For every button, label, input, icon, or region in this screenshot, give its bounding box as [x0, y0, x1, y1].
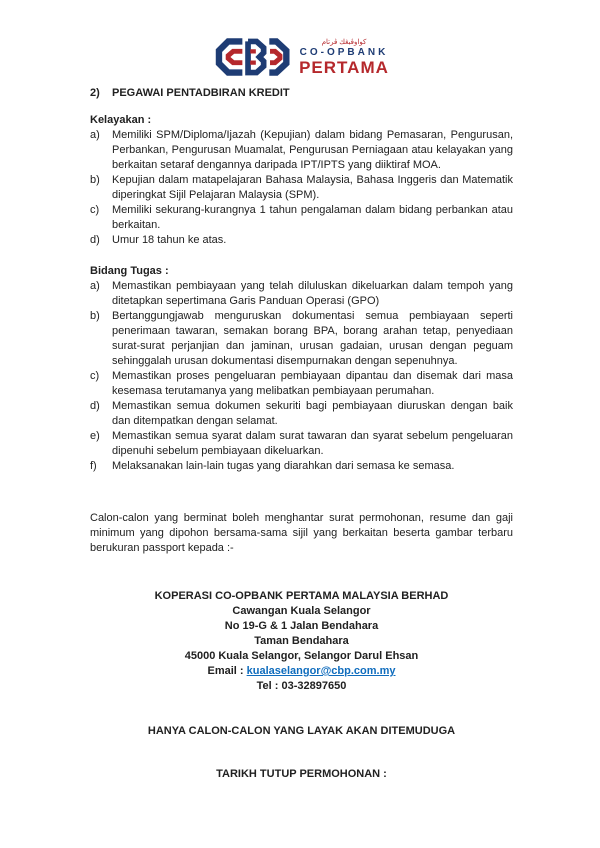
kelayakan-list: [90, 128, 513, 248]
item-marker: c): [90, 370, 100, 382]
item-text: Memastikan semua syarat dalam surat tawaran dan syarat sebelum pengeluaran dipenuhi sebelum pembiayaan dikeluarkan.: [112, 430, 513, 457]
email-line: [90, 664, 513, 679]
email-label: Email :: [207, 665, 247, 677]
job-title: [90, 86, 513, 101]
address-block: [90, 589, 513, 694]
item-text: Kepujian dalam matapelajaran Bahasa Malaysia, Bahasa Inggeris dan Matematik diperingkat Sijil Pelajaran Malaysia (SPM).: [112, 174, 513, 201]
deadline-label: TARIKH TUTUP PERMOHONAN :: [216, 768, 387, 780]
kelayakan-item-a: [90, 128, 513, 173]
section-heading-kelayakan: Kelayakan :: [90, 114, 152, 126]
item-text: Memastikan proses pengeluaran pembiayaan dipantau dan disemak dari masa kesemasa terutamanya yang melibatkan pembiayaan perumahan.: [112, 370, 513, 397]
section-heading-bidang-tugas: Bidang Tugas :: [90, 265, 169, 277]
item-marker: c): [90, 204, 100, 216]
item-marker: b): [90, 174, 100, 186]
item-text: Memastikan semua dokumen sekuriti bagi pembiayaan diuruskan dengan baik dan ditempatkan dengan selamat.: [112, 400, 513, 427]
item-text: Memiliki sekurang-kurangnya 1 tahun pengalaman dalam bidang perbankan atau berkaitan.: [112, 204, 513, 231]
bidang-tugas-list: [90, 279, 513, 474]
item-marker: a): [90, 280, 100, 292]
eligibility-notice: HANYA CALON-CALON YANG LAYAK AKAN DITEMUDUGA: [147, 725, 456, 737]
item-marker: d): [90, 400, 100, 412]
kelayakan-item-c: [90, 203, 513, 233]
application-instructions: Calon-calon yang berminat boleh menghantar surat permohonan, resume dan gaji minimum yang dipohon bersama-sama sijil yang berkaitan beserta gambar terbaru berukuran passport kepada :-: [90, 512, 513, 554]
email-link[interactable]: kualaselangor@cbp.com.my: [246, 665, 396, 677]
bidang-item-f: [90, 459, 513, 474]
branch-name: Cawangan Kuala Selangor: [232, 605, 371, 617]
job-number: 2): [90, 87, 100, 99]
address-city: 45000 Kuala Selangor, Selangor Darul Ehsan: [184, 650, 419, 662]
bidang-item-d: [90, 399, 513, 429]
address-street: No 19-G & 1 Jalan Bendahara: [224, 620, 379, 632]
address-area: Taman Bendahara: [254, 635, 349, 647]
logo-coopbank-text: CO-OPBANK: [299, 46, 389, 58]
bidang-item-a: [90, 279, 513, 309]
item-text: Memiliki SPM/Diploma/Ijazah (Kepujian) dalam bidang Pemasaran, Pengurusan, Perbankan, Pengurusan Muamalat, Pengurusan Perniagaan atau kelayakan yang berkaitan setaraf dengannya daripada IPT/IPTS yang diiktiraf MOA.: [112, 129, 513, 171]
item-text: Bertanggungjawab menguruskan dokumentasi semua pembiayaan seperti penerimaan tawaran, semakan borang BPA, borang arahan tetap, penyediaan surat-surat perjanjian dan jaminan, urusan gadaian, urusan dengan peguam sehinggalah urusan dokumentasi disempurnakan dengan sepenuhnya.: [112, 310, 513, 367]
bidang-item-c: [90, 369, 513, 399]
item-marker: d): [90, 234, 100, 246]
job-title-text: PEGAWAI PENTADBIRAN KREDIT: [112, 87, 290, 99]
item-marker: a): [90, 129, 100, 141]
kelayakan-item-d: [90, 233, 513, 248]
tel-line: Tel : 03-32897650: [256, 680, 347, 692]
logo-jawi-text: كواوڤبڠك ڤرتام: [321, 38, 367, 46]
item-marker: e): [90, 430, 100, 442]
kelayakan-item-b: [90, 173, 513, 203]
item-text: Umur 18 tahun ke atas.: [112, 234, 227, 246]
coopbank-pertama-logo: [90, 33, 513, 81]
logo-wordmark: [299, 39, 389, 76]
cbp-logo-icon: [214, 35, 292, 79]
bidang-item-b: [90, 309, 513, 369]
item-text: Melaksanakan lain-lain tugas yang diarahkan dari semasa ke semasa.: [112, 460, 455, 472]
item-marker: f): [90, 460, 97, 472]
item-marker: b): [90, 310, 100, 322]
organization-name: KOPERASI CO-OPBANK PERTAMA MALAYSIA BERHAD: [154, 590, 449, 602]
logo-pertama-text: PERTAMA: [299, 57, 389, 77]
bidang-item-e: [90, 429, 513, 459]
item-text: Memastikan pembiayaan yang telah diluluskan dikeluarkan dalam tempoh yang ditetapkan sepertimana Garis Panduan Operasi (GPO): [112, 280, 513, 307]
